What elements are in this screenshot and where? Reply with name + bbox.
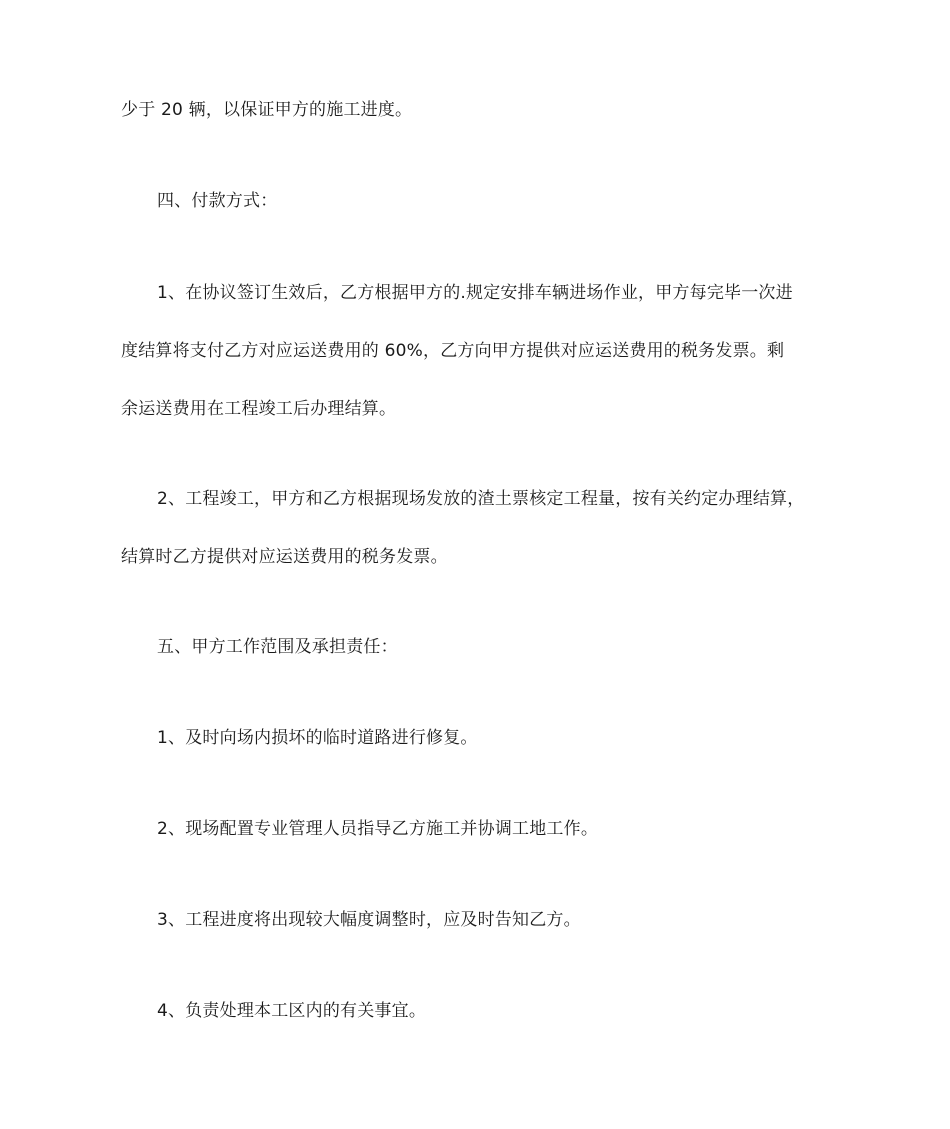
text-line-continuation: 少于 20 辆，以保证甲方的施工进度。 (121, 100, 413, 120)
party-a-item-1: 1、及时向场内损坏的临时道路进行修复。 (157, 728, 478, 748)
party-a-item-4: 4、负责处理本工区内的有关事宜。 (157, 1001, 427, 1021)
party-a-item-3: 3、工程进度将出现较大幅度调整时，应及时告知乙方。 (157, 910, 581, 930)
section-heading-party-a-scope: 五、甲方工作范围及承担责任： (157, 637, 398, 657)
party-a-item-2: 2、现场配置专业管理人员指导乙方施工并协调工地工作。 (157, 819, 599, 839)
payment-clause-1-line-1: 1、在协议签订生效后，乙方根据甲方的.规定安排车辆进场作业，甲方每完毕一次进 (157, 283, 793, 303)
payment-clause-1-line-3: 余运送费用在工程竣工后办理结算。 (121, 399, 397, 419)
section-heading-payment: 四、付款方式： (157, 191, 278, 211)
payment-clause-1-line-2: 度结算将支付乙方对应运送费用的 60%，乙方向甲方提供对应运送费用的税务发票。剩 (121, 341, 785, 361)
payment-clause-2-line-2: 结算时乙方提供对应运送费用的税务发票。 (121, 547, 448, 567)
payment-clause-2-line-1: 2、工程竣工，甲方和乙方根据现场发放的渣土票核定工程量，按有关约定办理结算， (157, 489, 805, 509)
